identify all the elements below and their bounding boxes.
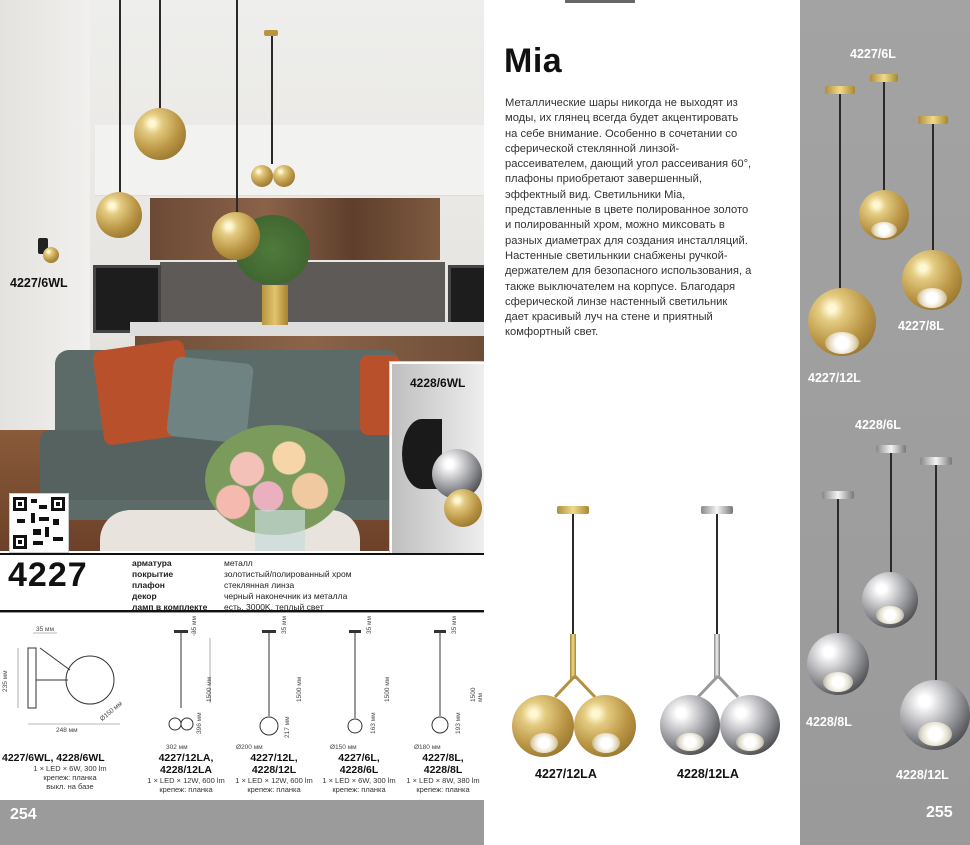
caption-group: 4227/6WL, 4228/6WL 1 × LED × 6W, 300 lm крепеж: планка выкл. на базе	[2, 752, 107, 791]
spec-row: покрытие золотистый/полированный хром	[132, 569, 352, 579]
spec-row: арматура металл	[132, 558, 253, 568]
chrome-6l-label: 4228/6L	[855, 418, 901, 432]
pendant-lamp	[212, 212, 260, 260]
spec-row: ламп в комплекте есть, 3000K, теплый свет	[132, 602, 324, 612]
gold-8l-label: 4227/8L	[898, 319, 944, 333]
page-number-bar	[0, 800, 484, 845]
caption-group: 4227/6L, 4228/6L 1 × LED × 6W, 300 lm крепеж: планка	[322, 752, 396, 794]
wall-lamp-label: 4227/6WL	[10, 276, 68, 290]
qr-code[interactable]	[10, 494, 68, 552]
wall-lamp-drawing	[0, 618, 140, 743]
page-title: Mia	[504, 42, 563, 80]
page-number: 254	[10, 806, 37, 823]
pendant-lamp	[96, 192, 142, 238]
spec-row: плафон стеклянная линза	[132, 580, 295, 590]
inset-photo	[390, 362, 484, 555]
product-label: 4227/12LA	[535, 767, 597, 781]
caption-group: 4227/12LA, 4228/12LA 1 × LED × 12W, 600 lm крепеж: планка	[147, 752, 225, 794]
pendant-8l-drawing	[410, 618, 480, 743]
chrome-8l-label: 4228/8L	[806, 715, 852, 729]
left-page: 4227/6WL 4228/6WL 4227 арматура металл покрытие золотистый/полированный хром плафон стеклянная линза декор черный наконечник из металла ламп в комплекте есть, 3000K, теплый свет 35 мм 235 мм Ø150 мм 248 мм 35 мм 1500 мм 396 мм 302 мм 35 мм 1500 мм 217 мм Ø200 мм 35 мм 1500 мм 163 мм Ø150 мм 35 мм 1500 мм 193 мм Ø180 мм 4227/6WL, 4228/6WL 1 × LED × 6W, 300 lm крепеж: планка выкл. на базе 4227/12LA, 4228/12LA 1 × LED × 12W, 600 lm крепеж: планка 4227/12L, 4228/12L 1 × LED × 12W, 600 lm крепеж: планка 4227/6L, 4228/6L 1 × LED × 6W, 300 lm крепеж: планка 4227/8L, 4228/8L 1 × LED × 8W, 380 lm крепеж: планка 254	[0, 0, 484, 845]
pendant-lamp	[273, 165, 295, 187]
caption-group: 4227/8L, 4228/8L 1 × LED × 8W, 380 lm крепеж: планка	[406, 752, 480, 794]
page-number: 255	[926, 804, 953, 821]
description-text: Металлические шары никогда не выходят из моды, их глянец всегда будет акцентировать на себе внимание. Особенно в сочетании со сферической стеклянной линзой-рассеивателем, дающий угол рассеивания 60°, плафоны приобретают завершенный, эффектный вид. Светильники Mia, представленные в цвете полированное золото и полированный хром, можно миксовать в разных диаметрах для создания инсталляций. Настенные светильнкии снабжены ручкой-держателем для безопасного использования, а также выключателем на корпусе. Благодаря сферической линзе настенный светильник дает красивый луч на стене и приятный комфортный свет.	[505, 97, 752, 339]
wall-lamp	[43, 247, 59, 263]
gold-12l-label: 4227/12L	[808, 371, 861, 385]
caption-group: 4227/12L, 4228/12L 1 × LED × 12W, 600 lm крепеж: планка	[235, 752, 313, 794]
gold-6l-label: 4227/6L	[850, 47, 896, 61]
pendant-lamp	[251, 165, 273, 187]
chrome-12l-label: 4228/12L	[896, 768, 949, 782]
model-number: 4227	[8, 556, 88, 594]
product-label: 4228/12LA	[677, 767, 739, 781]
spec-row: декор черный наконечник из металла	[132, 591, 348, 601]
pendant-lamp	[134, 108, 186, 160]
inset-label: 4228/6WL	[410, 376, 466, 390]
spec-table	[132, 558, 352, 613]
